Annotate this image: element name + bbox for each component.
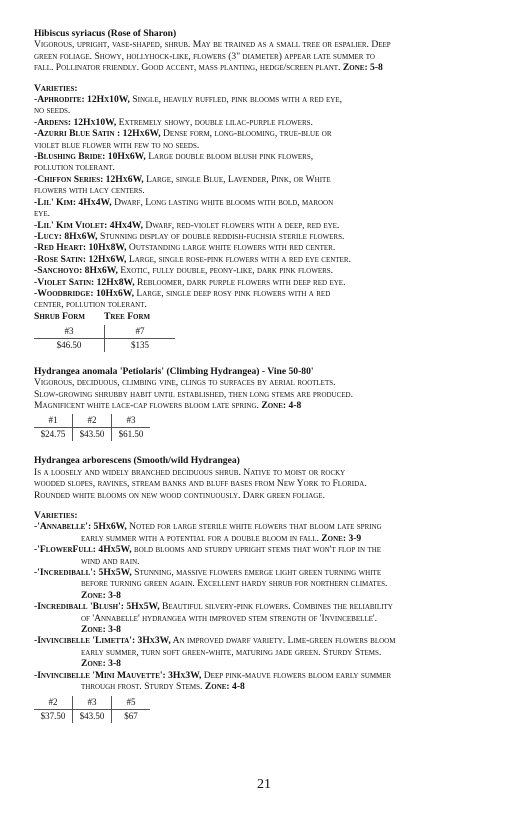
- price-table: [34, 696, 150, 723]
- size-cell: #2: [73, 414, 112, 428]
- climbing-hydrangea-section: [34, 366, 496, 442]
- price-cell: $43.50: [73, 709, 112, 723]
- variety-item: -Lil' Kim: 4Hx4W, Dwarf, Long lasting white blooms with bold, maroon: [34, 196, 334, 208]
- smooth-hydrangea-section: [34, 455, 496, 722]
- size-cell: #3: [112, 414, 151, 428]
- zone-label: Zone: 4-8: [261, 399, 302, 411]
- variety-continuation: before turning green again. Excellent hardy shrub for northern climates.: [81, 578, 388, 590]
- variety-continuation: through frost. Sturdy Stems. Zone: 4-8: [81, 681, 245, 693]
- description-line: Is a loosely and widely branched deciduous shrub. Native to moist or rocky: [34, 466, 346, 478]
- zone-label: Zone: 3-8: [81, 624, 121, 636]
- price-cell: $67: [112, 709, 151, 723]
- catalog-page: [34, 28, 496, 723]
- description-line: Vigorous, upright, vase-shaped, shrub. May be trained as a small tree or espalier. Deep: [34, 39, 391, 51]
- variety-item: -Lucy: 8Hx6W, Stunning display of double reddish-fuchsia sterile flowers.: [34, 230, 345, 242]
- zone-label: Zone: 3-8: [81, 658, 121, 670]
- zone-label: Zone: 4-8: [204, 681, 245, 693]
- variety-item: -Red Heart: 10Hx8W, Outstanding large white flowers with red center.: [34, 242, 336, 254]
- size-cell: #1: [34, 414, 73, 428]
- price-cell: $24.75: [40, 429, 66, 440]
- variety-item: -Rose Satin: 12Hx6W, Large, single rose-pink flowers with a red eye center.: [34, 253, 351, 265]
- price-cell: $46.50: [56, 339, 82, 350]
- zone-label: Zone: 3-9: [321, 532, 362, 544]
- price-cell: $61.50: [112, 428, 151, 442]
- zone-label: Zone: 5-8: [342, 62, 383, 74]
- size-cell: #7: [105, 325, 176, 339]
- description-line: Rounded white blooms on new wood continuously. Dark green foliage.: [34, 489, 325, 501]
- variety-item: -Chiffon Series: 12Hx6W, Large, single Blue, Lavender, Pink, or White: [34, 173, 331, 185]
- variety-item: -Woodbridge: 10Hx6W, Large, single deep rosy pink flowers with a red: [34, 287, 331, 299]
- variety-continuation: flowers with lacy centers.: [34, 185, 145, 197]
- variety-continuation: wind and rain.: [81, 555, 140, 567]
- zone-label: Zone: 3-8: [81, 589, 121, 601]
- size-cell: #5: [112, 696, 151, 710]
- varieties-heading: Varieties:: [34, 510, 78, 521]
- variety-item: -Incrediball 'Blush': 5Hx5W, Beautiful silvery-pink flowers. Combines the reliability: [34, 601, 393, 613]
- price-table: [34, 414, 150, 441]
- description-line: Slow-growing shrubby habit until established, then long stems are produced.: [34, 388, 354, 400]
- variety-item: -Ardens: 12Hx10W, Extremely showy, double lilac-purple flowers.: [34, 116, 313, 128]
- shrub-form-label: Shrub Form: [34, 310, 85, 322]
- variety-item: -Blushing Bride: 10Hx6W, Large double bloom blush pink flowers,: [34, 151, 314, 163]
- variety-continuation: no seeds.: [34, 105, 71, 117]
- hibiscus-section: [34, 28, 496, 352]
- variety-item: -Violet Satin: 12Hx8W, Rebloomer, dark purple flowers with deep red eye.: [34, 276, 346, 288]
- size-cell: #3: [73, 696, 112, 710]
- price-table: [34, 325, 175, 352]
- variety-continuation: of 'Annabelle' hydrangea with improved stem strength of 'Invincebelle'.: [81, 612, 378, 624]
- variety-continuation: early summer, turn soft green-white, maturing jade green. Sturdy Stems.: [81, 646, 382, 658]
- description-line: wooded slopes, ravines, stream banks and bluff bases from New York to Florida.: [34, 478, 367, 490]
- variety-item: -'FlowerFull: 4Hx5W, bold blooms and sturdy upright stems that won't flop in the: [34, 544, 382, 556]
- form-labels: [34, 311, 496, 322]
- variety-item: -Azurri Blue Satin : 12Hx6W, Dense form, long-blooming, true-blue or: [34, 128, 332, 140]
- variety-continuation: violet blue flower with few to no seeds.: [34, 139, 200, 151]
- page-number: 21: [257, 777, 271, 792]
- description-line: fall. Pollinator friendly. Good accent, mass planting, hedge/screen plant. Zone: 5-8: [34, 62, 383, 74]
- section-title: Hydrangea arborescens (Smooth/wild Hydrangea): [34, 455, 240, 467]
- price-cell: $37.50: [40, 710, 66, 721]
- variety-item: -Sanchoyo: 8Hx6W, Exotic, fully double, peony-like, dark pink flowers.: [34, 265, 334, 277]
- size-cell: #3: [34, 325, 105, 339]
- price-cell: $135: [105, 338, 176, 352]
- tree-form-label: Tree Form: [104, 310, 151, 322]
- variety-continuation: center, pollution tolerant.: [34, 299, 147, 311]
- variety-continuation: eye.: [34, 208, 51, 220]
- variety-continuation: early summer with a potential for a double bloom in fall. Zone: 3-9: [81, 532, 362, 544]
- variety-item: -Lil' Kim Violet: 4Hx4W, Dwarf, red-violet flowers with a deep, red eye.: [34, 219, 340, 231]
- description-line: Magnificent white lace-cap flowers bloom late spring. Zone: 4-8: [34, 399, 302, 411]
- variety-item: -Invincibelle 'Limetta': 3Hx3W, An improved dwarf variety. Lime-green flowers bloom: [34, 635, 396, 647]
- variety-item: -Invincibelle 'Mini Mauvette': 3Hx3W, Deep pink-mauve flowers bloom early summer: [34, 669, 392, 681]
- variety-continuation: pollution tolerant.: [34, 162, 115, 174]
- varieties-heading: Varieties:: [34, 82, 78, 94]
- description-line: green foliage. Showy, hollyhock-like, flowers (3" diameter) appear late summer to: [34, 50, 375, 62]
- section-title: Hibiscus syriacus (Rose of Sharon): [34, 28, 177, 39]
- description-line: Vigorous, deciduous, climbing vine, clings to surfaces by aerial rootlets.: [34, 377, 336, 389]
- variety-item: -Aphrodite: 12Hx10W, Single, heavily ruffled, pink blooms with a red eye,: [34, 94, 343, 106]
- variety-item: -'Incrediball': 5Hx5W, Stunning, massive flowers emerge light green turning white: [34, 567, 382, 579]
- price-cell: $43.50: [73, 428, 112, 442]
- section-title: Hydrangea anomala 'Petiolaris' (Climbing Hydrangea) - Vine 50-80': [34, 365, 314, 377]
- size-cell: #2: [34, 696, 73, 710]
- variety-item: -'Annabelle': 5Hx6W, Noted for large sterile white flowers that bloom late spring: [34, 521, 382, 533]
